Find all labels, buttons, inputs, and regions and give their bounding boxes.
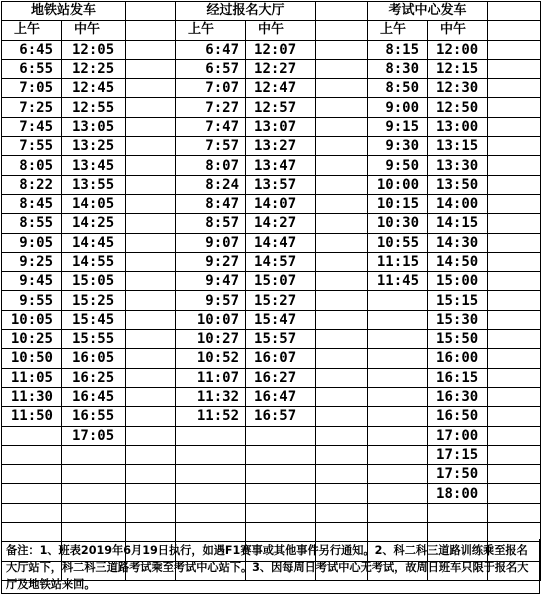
hall-morning-time: 11:52 [176, 407, 246, 426]
separator-cell [126, 117, 176, 136]
hall-morning-time [176, 484, 246, 503]
metro-noon-time: 12:25 [62, 59, 126, 78]
metro-noon-time: 13:25 [62, 137, 126, 156]
metro-morning-time [2, 503, 62, 522]
separator-cell [488, 40, 541, 59]
table-row [2, 233, 541, 252]
hall-morning-time: 7:47 [176, 117, 246, 136]
table-row [2, 387, 541, 406]
metro-morning-time: 6:55 [2, 59, 62, 78]
hall-morning-time: 9:27 [176, 252, 246, 271]
separator-cell [488, 156, 541, 175]
exam-noon-time: 14:30 [428, 233, 488, 252]
hall-morning-time: 10:27 [176, 330, 246, 349]
metro-noon-time: 13:45 [62, 156, 126, 175]
separator-cell [316, 465, 368, 484]
exam-noon-time: 15:15 [428, 291, 488, 310]
separator-cell [488, 310, 541, 329]
exam-noon-time: 14:00 [428, 194, 488, 213]
separator-cell [488, 330, 541, 349]
hall-noon-time: 16:07 [246, 349, 316, 368]
hall-morning-time: 9:57 [176, 291, 246, 310]
exam-noon-time: 13:50 [428, 175, 488, 194]
separator-cell [126, 465, 176, 484]
metro-noon-time: 16:45 [62, 387, 126, 406]
hall-noon-time: 16:27 [246, 368, 316, 387]
separator-cell [488, 194, 541, 213]
metro-station-header: 地铁站发车 [2, 2, 126, 21]
table-row [2, 79, 541, 98]
hall-noon-time: 15:27 [246, 291, 316, 310]
hall-noon-time: 16:57 [246, 407, 316, 426]
separator-cell [316, 156, 368, 175]
exam-morning-time [368, 426, 428, 445]
separator-cell [316, 175, 368, 194]
registration-hall-header: 经过报名大厅 [176, 2, 316, 21]
metro-noon-time: 13:55 [62, 175, 126, 194]
exam-noon-time: 14:15 [428, 214, 488, 233]
table-row [2, 465, 541, 484]
exam-noon-time: 13:30 [428, 156, 488, 175]
metro-morning-time [2, 426, 62, 445]
separator-cell [126, 445, 176, 464]
metro-morning-time [2, 465, 62, 484]
exam-morning-time: 9:30 [368, 137, 428, 156]
separator-cell [488, 426, 541, 445]
hall-morning-time: 11:07 [176, 368, 246, 387]
separator-cell [316, 79, 368, 98]
separator-cell [316, 272, 368, 291]
metro-noon-time: 14:45 [62, 233, 126, 252]
hall-morning-time: 9:07 [176, 233, 246, 252]
hall-noon-subheader: 中午 [246, 21, 316, 40]
exam-morning-time: 8:50 [368, 79, 428, 98]
exam-noon-time [428, 503, 488, 522]
separator-cell [488, 21, 541, 40]
metro-morning-time: 8:45 [2, 194, 62, 213]
separator-cell [488, 117, 541, 136]
separator-cell [126, 79, 176, 98]
table-row [2, 117, 541, 136]
exam-noon-time: 17:50 [428, 465, 488, 484]
separator-cell [126, 272, 176, 291]
hall-morning-time: 11:32 [176, 387, 246, 406]
table-row [2, 40, 541, 59]
hall-morning-time [176, 445, 246, 464]
metro-morning-time: 11:30 [2, 387, 62, 406]
separator-cell [316, 426, 368, 445]
metro-noon-time: 13:05 [62, 117, 126, 136]
exam-morning-time [368, 368, 428, 387]
metro-morning-time [2, 484, 62, 503]
separator-cell [126, 137, 176, 156]
metro-morning-time: 6:45 [2, 40, 62, 59]
table-row [2, 137, 541, 156]
metro-noon-time: 14:25 [62, 214, 126, 233]
hall-noon-time: 16:47 [246, 387, 316, 406]
separator-cell [316, 98, 368, 117]
separator-cell [316, 349, 368, 368]
table-row [2, 368, 541, 387]
hall-morning-time: 9:47 [176, 272, 246, 291]
separator-cell [126, 330, 176, 349]
separator-cell [316, 503, 368, 522]
metro-morning-time: 7:55 [2, 137, 62, 156]
exam-noon-time: 12:50 [428, 98, 488, 117]
separator-cell [488, 368, 541, 387]
table-row [2, 252, 541, 271]
separator-cell [488, 503, 541, 522]
hall-noon-time: 14:47 [246, 233, 316, 252]
metro-morning-time: 9:25 [2, 252, 62, 271]
exam-noon-time: 13:00 [428, 117, 488, 136]
separator-cell [316, 330, 368, 349]
separator-cell [488, 291, 541, 310]
table-row [2, 349, 541, 368]
hall-morning-time [176, 465, 246, 484]
metro-noon-time: 16:55 [62, 407, 126, 426]
separator-cell [488, 137, 541, 156]
exam-noon-time: 16:15 [428, 368, 488, 387]
hall-noon-time: 14:27 [246, 214, 316, 233]
exam-center-header: 考试中心发车 [368, 2, 488, 21]
exam-morning-time: 11:45 [368, 272, 428, 291]
separator-cell [126, 194, 176, 213]
separator-cell [316, 291, 368, 310]
metro-morning-time: 10:50 [2, 349, 62, 368]
exam-noon-time: 16:00 [428, 349, 488, 368]
metro-morning-time: 7:05 [2, 79, 62, 98]
separator-cell [316, 137, 368, 156]
exam-morning-time [368, 484, 428, 503]
schedule-body [2, 2, 541, 581]
exam-morning-time: 11:15 [368, 252, 428, 271]
table-row [2, 291, 541, 310]
hall-noon-time: 13:27 [246, 137, 316, 156]
separator-cell [126, 310, 176, 329]
separator-cell [126, 59, 176, 78]
separator-cell [488, 79, 541, 98]
table-row [2, 98, 541, 117]
hall-noon-time: 14:07 [246, 194, 316, 213]
separator-cell [316, 252, 368, 271]
separator-cell [126, 291, 176, 310]
metro-noon-time: 12:45 [62, 79, 126, 98]
metro-morning-time: 7:25 [2, 98, 62, 117]
separator-cell [126, 214, 176, 233]
separator-cell [316, 117, 368, 136]
table-row [2, 175, 541, 194]
hall-morning-time: 7:07 [176, 79, 246, 98]
hall-noon-time: 14:57 [246, 252, 316, 271]
table-row [2, 503, 541, 522]
exam-noon-subheader: 中午 [428, 21, 488, 40]
separator-cell [488, 214, 541, 233]
hall-morning-time: 8:57 [176, 214, 246, 233]
separator-cell [316, 387, 368, 406]
hall-noon-time: 15:57 [246, 330, 316, 349]
separator-cell [126, 175, 176, 194]
hall-noon-time: 15:07 [246, 272, 316, 291]
exam-noon-time: 17:00 [428, 426, 488, 445]
separator-cell [488, 98, 541, 117]
metro-noon-time [62, 484, 126, 503]
metro-noon-time [62, 465, 126, 484]
hall-morning-time: 10:52 [176, 349, 246, 368]
separator-cell [126, 156, 176, 175]
exam-morning-time [368, 387, 428, 406]
schedule-table [1, 1, 541, 581]
separator-cell [126, 40, 176, 59]
exam-morning-time [368, 445, 428, 464]
separator-cell [488, 349, 541, 368]
hall-noon-time: 13:07 [246, 117, 316, 136]
metro-noon-time [62, 445, 126, 464]
table-row [2, 194, 541, 213]
exam-noon-time: 12:15 [428, 59, 488, 78]
exam-morning-time [368, 330, 428, 349]
metro-noon-time: 12:55 [62, 98, 126, 117]
hall-noon-time [246, 503, 316, 522]
metro-noon-time: 15:55 [62, 330, 126, 349]
subheader-row [2, 21, 541, 40]
metro-morning-time: 10:25 [2, 330, 62, 349]
exam-noon-time: 12:30 [428, 79, 488, 98]
metro-noon-time: 16:25 [62, 368, 126, 387]
separator-cell [316, 368, 368, 387]
exam-morning-time [368, 465, 428, 484]
separator-cell [126, 252, 176, 271]
separator-cell [488, 387, 541, 406]
exam-morning-time: 10:55 [368, 233, 428, 252]
metro-noon-subheader: 中午 [62, 21, 126, 40]
remark-note: 备注：1、班表2019年6月19日执行，如遇F1赛事或其他事件另行通知。2、科二科三道路训练乘至报名大厅站下，科二科三道路考试乘至考试中心站下。3、因每周日考试中心无考试，故周日班车只限于报名大厅及地铁站来回。 [1, 539, 540, 594]
exam-noon-time: 16:50 [428, 407, 488, 426]
separator-cell [488, 272, 541, 291]
hall-morning-time [176, 503, 246, 522]
separator-cell [126, 349, 176, 368]
hall-morning-time: 10:07 [176, 310, 246, 329]
exam-noon-time: 13:15 [428, 137, 488, 156]
separator-cell [488, 2, 541, 21]
hall-noon-time [246, 426, 316, 445]
table-row [2, 330, 541, 349]
hall-morning-time: 6:57 [176, 59, 246, 78]
metro-noon-time [62, 503, 126, 522]
metro-morning-subheader: 上午 [2, 21, 62, 40]
hall-noon-time: 15:47 [246, 310, 316, 329]
separator-cell [126, 484, 176, 503]
exam-noon-time: 16:30 [428, 387, 488, 406]
separator-cell [126, 368, 176, 387]
hall-noon-time [246, 465, 316, 484]
metro-noon-time: 14:05 [62, 194, 126, 213]
metro-morning-time [2, 445, 62, 464]
hall-noon-time: 12:57 [246, 98, 316, 117]
table-row [2, 484, 541, 503]
exam-morning-time: 8:15 [368, 40, 428, 59]
exam-morning-time [368, 503, 428, 522]
hall-morning-time: 8:47 [176, 194, 246, 213]
metro-morning-time: 7:45 [2, 117, 62, 136]
table-row [2, 59, 541, 78]
metro-noon-time: 16:05 [62, 349, 126, 368]
exam-morning-time: 8:30 [368, 59, 428, 78]
separator-cell [316, 484, 368, 503]
separator-cell [126, 407, 176, 426]
title-row [2, 2, 541, 21]
separator-cell [316, 310, 368, 329]
hall-noon-time [246, 484, 316, 503]
separator-cell [316, 445, 368, 464]
separator-cell [488, 407, 541, 426]
exam-morning-time [368, 291, 428, 310]
metro-morning-time: 10:05 [2, 310, 62, 329]
exam-morning-time [368, 407, 428, 426]
separator-cell [488, 445, 541, 464]
table-row [2, 310, 541, 329]
exam-noon-time: 15:30 [428, 310, 488, 329]
separator-cell [488, 59, 541, 78]
separator-cell [316, 59, 368, 78]
separator-cell [488, 252, 541, 271]
hall-morning-time: 8:07 [176, 156, 246, 175]
hall-noon-time: 13:47 [246, 156, 316, 175]
hall-morning-subheader: 上午 [176, 21, 246, 40]
exam-morning-time: 9:15 [368, 117, 428, 136]
hall-morning-time: 6:47 [176, 40, 246, 59]
metro-morning-time: 8:05 [2, 156, 62, 175]
exam-noon-time: 15:00 [428, 272, 488, 291]
separator-cell [126, 503, 176, 522]
exam-morning-time: 10:15 [368, 194, 428, 213]
hall-morning-time: 7:27 [176, 98, 246, 117]
exam-morning-time: 10:30 [368, 214, 428, 233]
table-row [2, 156, 541, 175]
exam-noon-time: 18:00 [428, 484, 488, 503]
exam-noon-time: 17:15 [428, 445, 488, 464]
metro-morning-time: 8:55 [2, 214, 62, 233]
metro-morning-time: 9:45 [2, 272, 62, 291]
metro-noon-time: 15:45 [62, 310, 126, 329]
separator-cell [316, 214, 368, 233]
table-row [2, 426, 541, 445]
separator-cell [126, 21, 176, 40]
hall-morning-time: 7:57 [176, 137, 246, 156]
table-row [2, 214, 541, 233]
exam-morning-time [368, 349, 428, 368]
separator-cell [488, 175, 541, 194]
metro-morning-time: 11:05 [2, 368, 62, 387]
metro-morning-time: 9:55 [2, 291, 62, 310]
hall-noon-time: 12:07 [246, 40, 316, 59]
separator-cell [126, 2, 176, 21]
separator-cell [126, 233, 176, 252]
hall-morning-time: 8:24 [176, 175, 246, 194]
exam-morning-subheader: 上午 [368, 21, 428, 40]
hall-noon-time: 13:57 [246, 175, 316, 194]
metro-noon-time: 12:05 [62, 40, 126, 59]
separator-cell [488, 484, 541, 503]
separator-cell [488, 465, 541, 484]
separator-cell [316, 21, 368, 40]
exam-morning-time: 10:00 [368, 175, 428, 194]
separator-cell [316, 233, 368, 252]
exam-noon-time: 14:50 [428, 252, 488, 271]
metro-noon-time: 15:25 [62, 291, 126, 310]
separator-cell [316, 40, 368, 59]
separator-cell [316, 407, 368, 426]
metro-morning-time: 9:05 [2, 233, 62, 252]
exam-noon-time: 15:50 [428, 330, 488, 349]
exam-noon-time: 12:00 [428, 40, 488, 59]
hall-morning-time [176, 426, 246, 445]
hall-noon-time: 12:27 [246, 59, 316, 78]
metro-noon-time: 15:05 [62, 272, 126, 291]
hall-noon-time [246, 445, 316, 464]
table-row [2, 407, 541, 426]
separator-cell [316, 194, 368, 213]
separator-cell [126, 387, 176, 406]
table-row [2, 272, 541, 291]
separator-cell [488, 233, 541, 252]
table-row [2, 445, 541, 464]
separator-cell [126, 98, 176, 117]
separator-cell [126, 426, 176, 445]
exam-morning-time: 9:50 [368, 156, 428, 175]
hall-noon-time: 12:47 [246, 79, 316, 98]
separator-cell [316, 2, 368, 21]
metro-noon-time: 14:55 [62, 252, 126, 271]
metro-noon-time: 17:05 [62, 426, 126, 445]
exam-morning-time: 9:00 [368, 98, 428, 117]
metro-morning-time: 11:50 [2, 407, 62, 426]
metro-morning-time: 8:22 [2, 175, 62, 194]
exam-morning-time [368, 310, 428, 329]
